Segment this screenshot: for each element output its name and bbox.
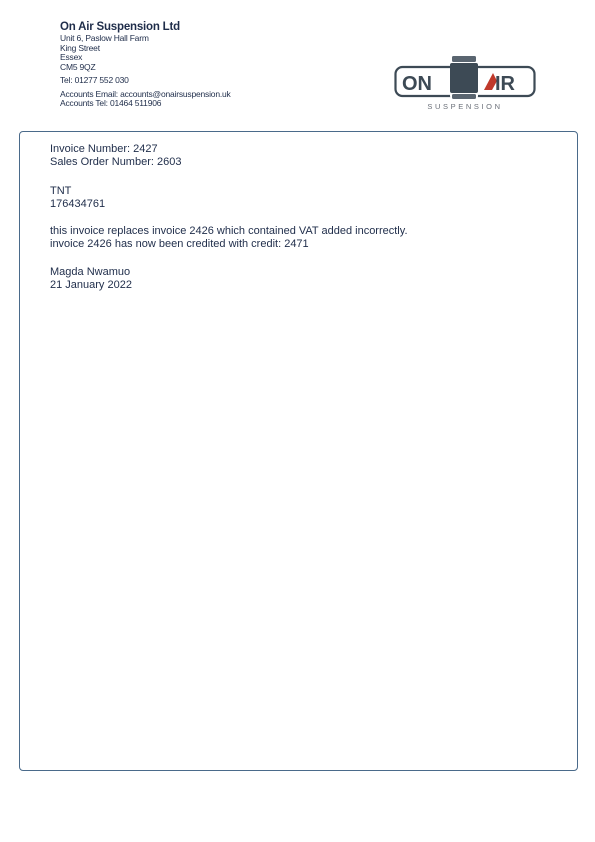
address-line: King Street <box>60 42 100 53</box>
note-line: this invoice replaces invoice 2426 which contained VAT added incorrectly. <box>50 225 408 237</box>
address-line: Unit 6, Paslow Hall Farm <box>60 33 149 43</box>
address-line: CM5 9QZ <box>60 61 96 72</box>
logo-word-on: ON <box>402 73 432 95</box>
document-body <box>50 143 550 301</box>
carrier: TNT <box>50 185 72 197</box>
invoice-number: Invoice Number: 2427 <box>50 143 158 155</box>
address-line: Essex <box>60 52 83 62</box>
sales-order-number: Sales Order Number: 2603 <box>50 156 182 168</box>
company-name: On Air Suspension Ltd <box>60 21 180 33</box>
on-air-logo <box>394 54 536 114</box>
note-line: invoice 2426 has now been credited with credit: 2471 <box>50 238 309 250</box>
logo-subtitle: SUSPENSION <box>427 102 503 111</box>
svg-text:IR: IR <box>495 73 515 95</box>
company-header <box>60 21 231 109</box>
tracking-number: 176434761 <box>50 198 106 210</box>
accounts-telephone: Accounts Tel: 01464 511906 <box>60 98 162 108</box>
document-date: 21 January 2022 <box>50 279 132 291</box>
logo-mark-icon <box>394 54 536 100</box>
accounts-email: Accounts Email: accounts@onairsuspension.uk <box>60 88 231 99</box>
company-telephone: Tel: 01277 552 030 <box>60 75 129 85</box>
signatory-name: Magda Nwamuo <box>50 266 131 278</box>
